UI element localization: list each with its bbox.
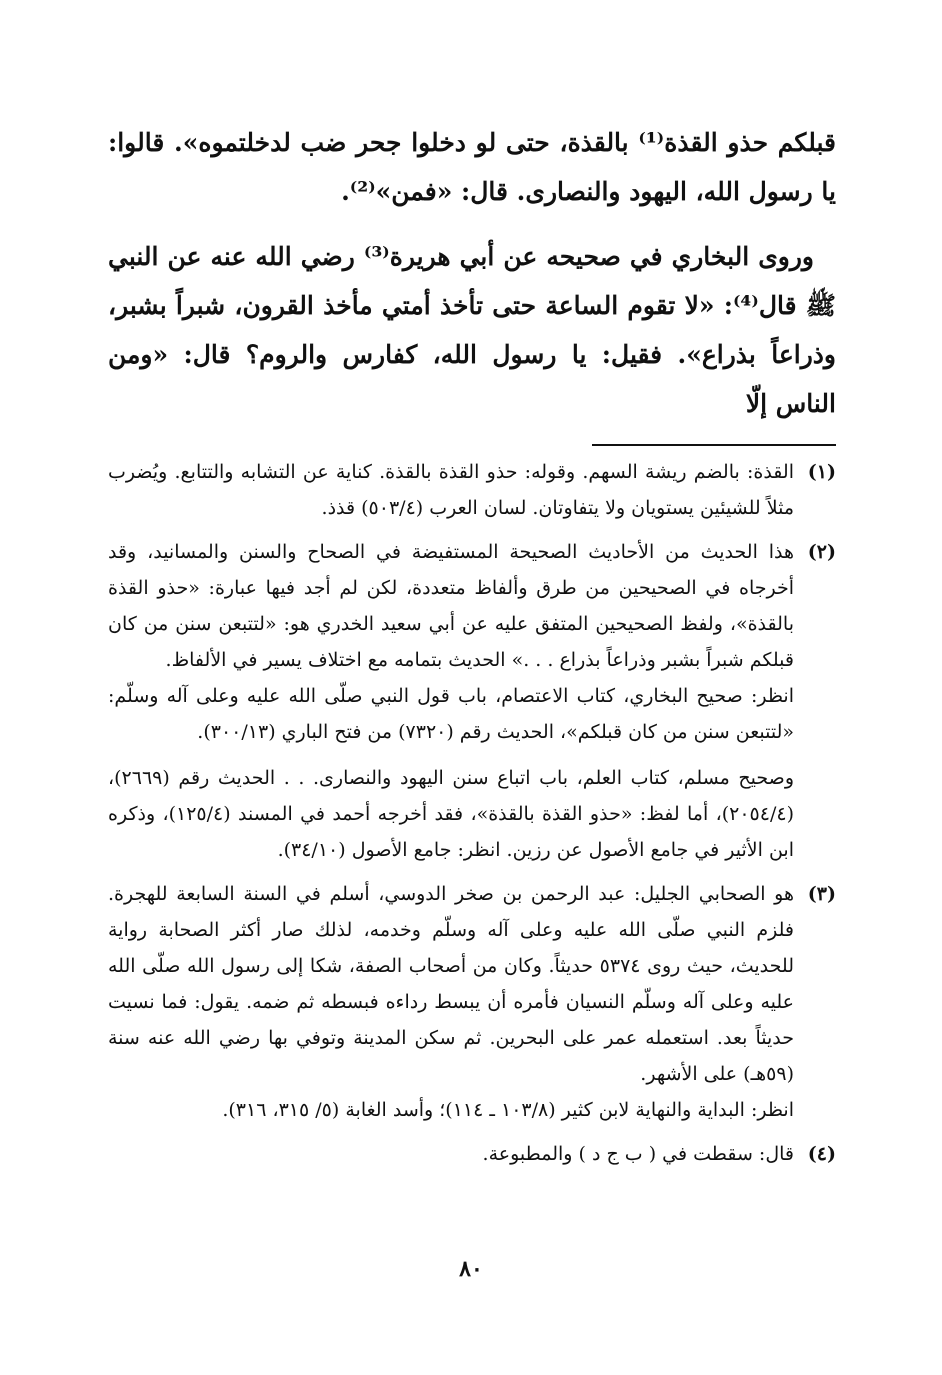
page-body (108, 118, 836, 1172)
main-paragraph-1: قبلكم حذو القذة⁽¹⁾ بالقذة، حتى لو دخلوا جحر ضب لدخلتموه». قالوا: يا رسول الله، اليهود والنصارى. قال: «فمن»⁽²⁾. (108, 128, 836, 206)
page-number: ٨٠ (459, 1256, 483, 1282)
footnote-number: (٢) (807, 541, 836, 563)
footnote-separator (592, 444, 836, 446)
main-text (108, 118, 836, 428)
footnote-1 (108, 454, 836, 526)
footnote-paragraph: قال: سقطت في ( ب ج د ) والمطبوعة. (482, 1143, 794, 1165)
main-paragraph-2: وروى البخاري في صحيحه عن أبي هريرة⁽³⁾ رضي الله عنه عن النبي ﷺ قال⁽⁴⁾: «لا تقوم الساعة حتى تأخذ أمتي مأخذ القرون، شبراً بشبر، وذراعاً بذراع». فقيل: يا رسول الله، كفارس والروم؟ قال: «ومن الناس إلّا (108, 242, 836, 418)
footnote-paragraph: انظر: البداية والنهاية لابن كثير (١٠٣/٨ ـ ١١٤)؛ وأسد الغابة (٥/ ٣١٥، ٣١٦). (222, 1099, 794, 1121)
footnote-paragraph: وصحيح مسلم، كتاب العلم، باب اتباع سنن اليهود والنصارى. . . الحديث رقم (٢٦٦٩)، (٢٠٥٤/٤)، أما لفظ: «حذو القذة بالقذة»، فقد أخرجه أحمد في المسند (١٢٥/٤)، وذكره ابن الأثير في جامع الأصول عن رزين. انظر: جامع الأصول (٣٤/١٠). (108, 767, 794, 861)
footnote-2 (108, 534, 836, 868)
footnote-number: (٣) (807, 883, 836, 905)
footnote-paragraph: هذا الحديث من الأحاديث الصحيحة المستفيضة في الصحاح والسنن والمسانيد، وقد أخرجاه في الصحيحين من طرق وألفاظ متعددة، لكن لم أجد فيها عبارة: «حذو القذة بالقذة»، ولفظ الصحيحين المتفق عليه عن أبي سعيد الخدري هو: «لتتبعن سنن من كان قبلكم شبراً بشبر وذراعاً بذراع . . .» الحديث بتمامه مع اختلاف يسير في الألفاظ. (108, 541, 794, 671)
footnote-number: (٤) (807, 1143, 836, 1165)
footnote-paragraph: انظر: صحيح البخاري، كتاب الاعتصام، باب قول النبي صلّى الله عليه وعلى آله وسلّم: «لتتبعن سنن من كان قبلكم»، الحديث رقم (٧٣٢٠) من فتح الباري (٣٠٠/١٣). (108, 685, 794, 743)
footnote-3 (108, 876, 836, 1128)
footnote-paragraph: القذة: بالضم ريشة السهم. وقوله: حذو القذة بالقذة. كناية عن التشابه والتتابع. ويُضرب مثلاً للشيئين يستويان ولا يتفاوتان. لسان العرب (٥٠٣/٤) قذذ. (108, 461, 794, 519)
footnote-number: (١) (807, 461, 836, 483)
footnote-paragraph: هو الصحابي الجليل: عبد الرحمن بن صخر الدوسي، أسلم في السنة السابعة للهجرة. فلزم النبي صلّى الله عليه وعلى آله وسلّم وخدمه، لذلك صار أكثر الصحابة رواية للحديث، حيث روى ٥٣٧٤ حديثاً. وكان من أصحاب الصفة، شكا إلى رسول الله صلّى الله عليه وعلى آله وسلّم النسيان فأمره أن يبسط رداءه فبسطه ثم ضمه. يقول: فما نسيت حديثاً بعد. استعمله عمر على البحرين. ثم سكن المدينة وتوفي بها رضي الله عنه سنة (٥٩هـ) على الأشهر. (108, 883, 795, 1085)
footnote-4 (108, 1136, 836, 1172)
